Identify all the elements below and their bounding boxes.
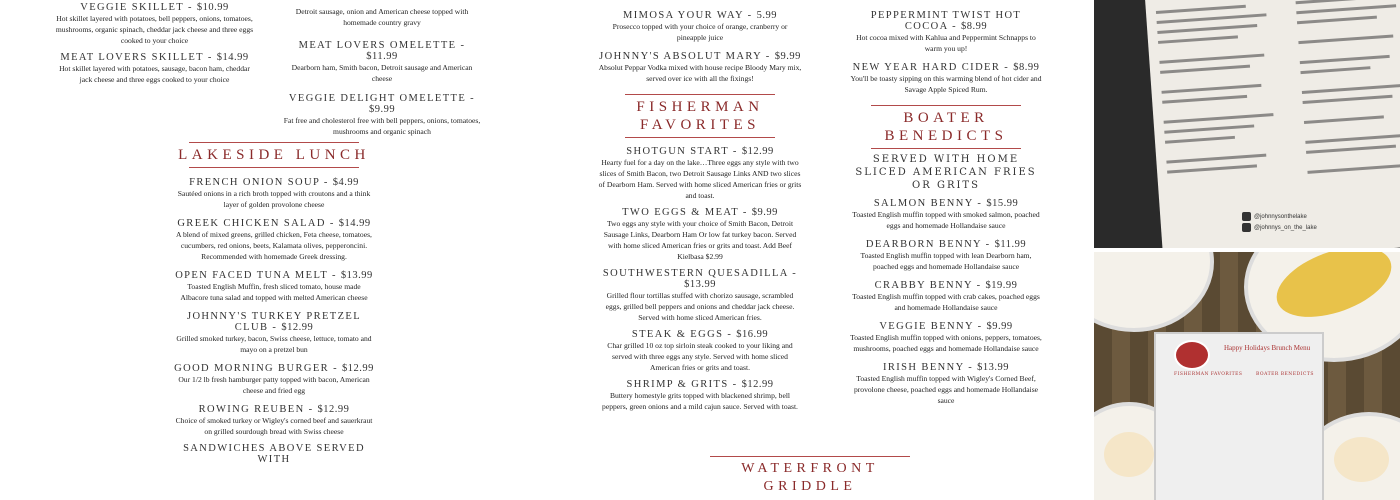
printed-menu-sheet <box>1145 0 1400 248</box>
facebook-icon <box>1242 212 1251 221</box>
section-header <box>700 456 920 496</box>
item-description: Grilled flour tortillas stuffed with chorizo sausage, scrambled eggs, grilled bell peppers and onions and cheddar jack cheese. Served with home sliced American fries. <box>605 291 795 322</box>
item-description: A blend of mixed greens, grilled chicken, Feta cheese, tomatoes, cucumbers, red onions, beets, Kalamata olives, pepperoncini. Recommended with homemade Greek dressing. <box>176 230 372 261</box>
menu-title: Happy Holidays Brunch Menu <box>1224 344 1311 352</box>
item-description: Toasted English muffin topped with crab cakes, poached eggs and homemade Hollandaise sauce <box>852 292 1040 312</box>
eggs-benedict <box>1334 437 1389 482</box>
item-description: Absolut Peppar Vodka mixed with house recipe Bloody Mary mix, served over ice with all the fixings! <box>598 63 802 83</box>
eggs-benedict <box>1104 432 1154 477</box>
section-rule <box>189 167 359 168</box>
item-name: MEAT LOVERS SKILLET - $14.99 <box>60 52 249 63</box>
section-rule <box>189 142 359 143</box>
item-name: NEW YEAR HARD CIDER - $8.99 <box>852 62 1040 73</box>
menu-column-1 <box>52 2 257 90</box>
item-name: FRENCH ONION SOUP - $4.99 <box>189 177 359 188</box>
menu-item <box>598 207 802 262</box>
item-name: GOOD MORNING BURGER - $12.99 <box>174 363 374 374</box>
instagram-icon <box>1242 223 1251 232</box>
section-rule <box>871 105 1021 106</box>
item-name: OPEN FACED TUNA MELT - $13.99 <box>175 270 373 281</box>
item-name: VEGGIE BENNY - $9.99 <box>879 321 1013 332</box>
item-name: ROWING REUBEN - $12.99 <box>198 404 350 415</box>
menu-item <box>174 404 374 437</box>
handle-row <box>1242 212 1372 223</box>
item-name: DEARBORN BENNY - $11.99 <box>865 239 1027 250</box>
section-header <box>598 94 802 138</box>
food-photo <box>1094 252 1400 500</box>
section-rule <box>625 94 775 95</box>
item-description: Buttery homestyle grits topped with blackened shrimp, bell peppers, green onions and a mild cajun sauce. Served with toast. <box>602 391 798 411</box>
section-rule <box>625 137 775 138</box>
menu-item <box>848 62 1044 95</box>
menu-item <box>848 10 1044 54</box>
section-title: BENEDICTS <box>884 128 1008 144</box>
item-name: MIMOSA YOUR WAY - 5.99 <box>623 10 777 21</box>
menu-column-heading: FISHERMAN FAVORITES <box>1174 372 1243 377</box>
item-name: SHOTGUN START - $12.99 <box>626 146 774 157</box>
item-description: Char grilled 10 oz top sirloin steak cooked to your liking and served with three eggs any style. Served with home sliced American fries or grits and toast. <box>607 341 793 372</box>
item-name: STEAK & EGGS - $16.99 <box>631 329 769 340</box>
item-description: Prosecco topped with your choice of orange, cranberry or pineapple juice <box>612 22 788 42</box>
item-description: Hot skillet layered with potatoes, sausage, bacon ham, cheddar jack cheese and three eggs cooked to your choice <box>59 64 250 84</box>
lunch-column <box>174 142 374 465</box>
item-name: JOHNNY'S TURKEY PRETZEL CLUB - $12.99 <box>186 311 362 333</box>
table-menu <box>1154 332 1324 500</box>
menu-item <box>174 177 374 210</box>
item-name: JOHNNY'S ABSOLUT MARY - $9.99 <box>599 51 801 62</box>
menu-item <box>848 239 1044 272</box>
item-description: Hearty fuel for a day on the lake…Three eggs any style with two slices of Smith Bacon, two Detroit Sausage Links AND two slices of Dearborn Ham. Served with home sliced American fries or grits and toast. <box>598 158 802 200</box>
menu-item <box>174 311 374 355</box>
menu-item <box>598 329 802 373</box>
item-name: SOUTHWESTERN QUESADILLA - $13.99 <box>602 268 798 290</box>
menu-item <box>598 146 802 201</box>
item-name: SHRIMP & GRITS - $12.99 <box>626 379 774 390</box>
item-description: Two eggs any style with your choice of Smith Bacon, Detroit Sausage Links, Dearborn Ham Or low fat turkey bacon. Served with home sliced American fries or grits and toast. Add Beef Kielbasa $2.99 <box>603 219 797 261</box>
social-handles <box>1242 212 1372 234</box>
section-title: LAKESIDE LUNCH <box>178 147 370 163</box>
item-description: Toasted English Muffin, fresh sliced tomato, house made Albacore tuna salad and topped with melted American cheese <box>180 282 368 302</box>
item-description: Toasted English muffin topped with onions, peppers, tomatoes, mushrooms, poached eggs and homemade Hollandaise sauce <box>850 333 1042 353</box>
menu-item <box>52 2 257 46</box>
menu-item <box>598 268 802 323</box>
item-description: Detroit sausage, onion and American cheese topped with homemade country gravy <box>295 7 469 27</box>
item-description: Toasted English muffin topped with smoked salmon, poached eggs and homemade Hollandaise sauce <box>852 210 1040 230</box>
item-description: Hot skillet layered with potatoes, bell peppers, onions, tomatoes, mushrooms, organic spinach, cheddar jack cheese and three eggs cooked to your choice <box>55 14 254 45</box>
menu-item <box>848 198 1044 231</box>
section-title: FISHERMAN <box>636 99 764 115</box>
item-name: SALMON BENNY - $15.99 <box>873 198 1019 209</box>
menu-item <box>848 362 1044 406</box>
item-description: Toasted English muffin topped with Wigley's Corned Beef, provolone cheese, poached eggs and homemade Hollandaise sauce <box>853 374 1039 405</box>
item-description: Hot cocoa mixed with Kahlua and Peppermint Schnapps to warm you up! <box>856 33 1036 53</box>
section-title: WATERFRONT GRIDDLE <box>741 461 879 494</box>
restaurant-logo <box>1174 340 1210 370</box>
section-rule <box>710 456 910 457</box>
item-name: GREEK CHICKEN SALAD - $14.99 <box>177 218 371 229</box>
menu-photo <box>1094 0 1400 248</box>
item-description: Our 1/2 lb fresh hamburger patty topped with bacon, American cheese and fried egg <box>178 375 370 395</box>
facebook-handle: @johnnysonthelake <box>1254 214 1307 221</box>
item-description: Fat free and cholesterol free with bell peppers, onions, tomatoes, mushrooms and organic spinach <box>283 116 481 136</box>
item-name: VEGGIE SKILLET - $10.99 <box>80 2 229 13</box>
item-name: IRISH BENNY - $13.99 <box>882 362 1010 373</box>
item-name: VEGGIE DELIGHT OMELETTE - $9.99 <box>288 93 476 115</box>
section-title: FAVORITES <box>640 117 760 133</box>
item-description: Grilled smoked turkey, bacon, Swiss cheese, lettuce, tomato and mayo on a pretzel bun <box>176 334 372 354</box>
handle-row <box>1242 223 1372 234</box>
menu-item <box>598 10 802 43</box>
menu-item <box>598 379 802 412</box>
item-name: PEPPERMINT TWIST HOT COCOA - $8.99 <box>870 10 1022 32</box>
item-description: Choice of smoked turkey or Wigley's corned beef and sauerkraut on grilled sourdough bread with Swiss cheese <box>175 416 373 436</box>
menu-item <box>282 40 482 84</box>
menu-item <box>174 363 374 396</box>
menu-item <box>174 270 374 303</box>
waterfront-griddle-header <box>700 456 920 496</box>
item-name: MEAT LOVERS OMELETTE - $11.99 <box>298 40 466 62</box>
item-name: TWO EGGS & MEAT - $9.99 <box>622 207 778 218</box>
section-header <box>848 105 1044 149</box>
section-header <box>174 142 374 168</box>
section-rule <box>871 148 1021 149</box>
menu-item <box>174 218 374 262</box>
menu-item <box>598 51 802 84</box>
menu-column-3 <box>598 10 802 417</box>
menu-item <box>848 321 1044 354</box>
section-subheading: SERVED WITH HOME SLICED AMERICAN FRIES OR GRITS <box>855 154 1037 191</box>
item-description: Sautéed onions in a rich broth topped with croutons and a think layer of golden provolone cheese <box>177 189 371 209</box>
item-name: CRABBY BENNY - $19.99 <box>874 280 1018 291</box>
menu-item <box>282 93 482 137</box>
cut-off-heading: SANDWICHES ABOVE SERVED WITH <box>183 443 365 465</box>
menu-item <box>848 280 1044 313</box>
item-description: Dearborn ham, Smith bacon, Detroit sausage and American cheese <box>291 63 473 83</box>
menu-column-2 <box>282 6 482 142</box>
item-description: Toasted English muffin topped with lean Dearborn ham, poached eggs and homemade Hollandaise sauce <box>860 251 1032 271</box>
instagram-handle: @johnnys_on_the_lake <box>1254 225 1317 232</box>
menu-column-4 <box>848 10 1044 411</box>
item-description: You'll be toasty sipping on this warming blend of hot cider and Savage Apple Spiced Rum. <box>850 74 1042 94</box>
menu-column-heading: BOATER BENEDICTS <box>1256 372 1314 377</box>
section-title: BOATER <box>903 110 989 126</box>
menu-item <box>52 52 257 85</box>
